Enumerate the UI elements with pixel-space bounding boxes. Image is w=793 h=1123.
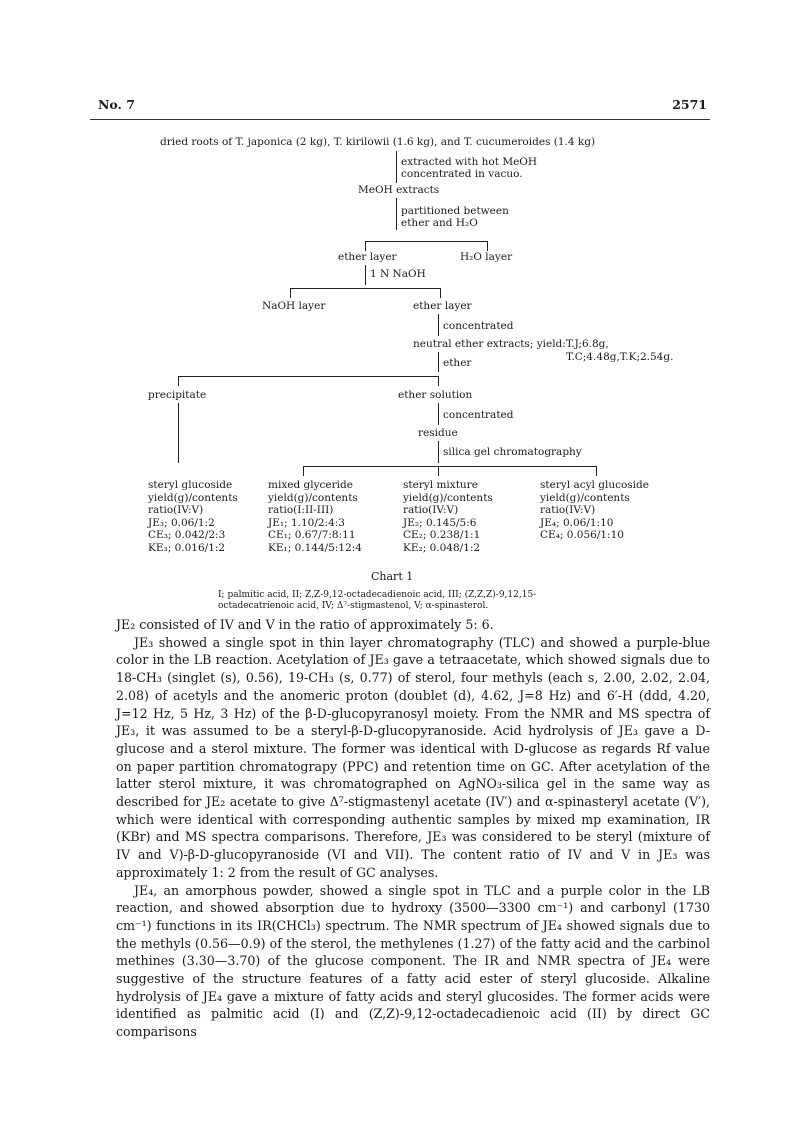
col-line: CE₃; 0.042/2:3 [148,529,226,541]
scheme-line [290,288,440,289]
scheme-step1a: extracted with hot MeOH [401,156,538,168]
scheme-concentrated-1: concentrated [443,320,514,332]
scheme-line [290,288,291,298]
scheme-line [365,241,487,242]
col-line: KE₃; 0.016/1:2 [148,541,226,554]
scheme-step2a: partitioned between [401,205,509,217]
scheme-neutral: neutral ether extracts; yield:T.J;6.8g, [413,338,609,350]
col-line: yield(g)/contents [540,491,630,504]
column-steryl-mixture [403,479,493,554]
col-line: ratio(IV:V) [540,504,596,516]
col-line: steryl mixture [403,479,478,491]
scheme-h2o-layer: H₂O layer [460,251,513,263]
col-line: yield(g)/contents [268,491,358,504]
scheme-ether-solution: ether solution [398,389,473,401]
col-line: CE₄; 0.056/1:10 [540,529,624,541]
scheme-line [396,151,397,183]
scheme-line [365,241,366,251]
chart-footnote: I; palmitic acid, II; Z,Z-9,12-octadecadienoic acid, III; (Z,Z,Z)-9,12,15-octadecatrienoic acid, IV; Δ⁷-stigmastenol, V; α-spinasterol. [218,590,537,611]
scheme-line [438,466,439,476]
scheme-line [178,376,438,377]
col-line: CE₂; 0.238/1:1 [403,529,481,541]
col-line: KE₂; 0.048/1:2 [403,541,481,554]
chart-caption: Chart 1 [371,570,414,583]
col-line: steryl acyl glucoside [540,479,649,491]
scheme-residue: residue [418,427,458,439]
scheme-line [178,403,179,463]
scheme-line [438,376,439,386]
col-line: yield(g)/contents [148,491,238,504]
column-steryl-acyl-glucoside [540,479,649,542]
scheme-line [303,466,596,467]
col-line: mixed glyceride [268,479,353,491]
col-line: JE₁; 1.10/2:4:3 [268,516,345,529]
scheme-ether-layer: ether layer [338,251,397,263]
scheme-line [440,288,441,298]
body-text [116,616,710,1041]
scheme-line [438,314,439,336]
paragraph: JE₃ showed a single spot in thin layer chromatography (TLC) and showed a purple-blue color in the LB reaction. Acetylation of JE₃ gave a tetraacetate, which showed signals due to 18-CH₃ (singlet (s), 0.56), 19-CH₃ (s, 0.77) of sterol, four methyls (each s, 2.00, 2.02, 2.04, 2.08) of acetyls and the anomeric proton (doublet (d), 4.62, J=8 Hz) and 6′-H (ddd, 4.20, J=12 Hz, 5 Hz, 3 Hz) of the β-D-glucopyranosyl moiety. From the NMR and MS spectra of JE₃, it was assumed to be a steryl-β-D-glucopyranoside. Acid hydrolysis of JE₃ gave a D-glucose and a sterol mixture. The former was identical with D-glucose as regards Rf value on paper partition chromatograpy (PPC) and retention time on GC. After acetylation of the latter sterol mixture, it was chromatographed on AgNO₃-silica gel in the same way as described for JE₂ acetate to give Δ⁷-stigmastenyl acetate (IV′) and α-spinasteryl acetate (V′), which were identical with corresponding authentic samples by mixed mp examination, IR (KBr) and MS spectra comparisons. Therefore, JE₃ was considered to be steryl (mixture of IV and V)-β-D-glucopyranoside (VI and VII). The content ratio of IV and V in JE₃ was approximately 1: 2 from the result of GC analyses. [116,634,710,880]
col-line: yield(g)/contents [403,491,493,504]
scheme-line [396,198,397,230]
scheme-line [596,466,597,476]
scheme-naoh-layer: NaOH layer [262,300,326,312]
scheme-line [365,265,366,285]
scheme-top: dried roots of T. japonica (2 kg), T. kirilowii (1.6 kg), and T. cucumeroides (1.4 kg) [160,136,596,148]
paragraph: JE₄, an amorphous powder, showed a single spot in TLC and a purple color in the LB reaction, and showed absorption due to hydroxy (3500—3300 cm⁻¹) and carbonyl (1730 cm⁻¹) functions in its IR(CHCl₃) spectrum. The NMR spectrum of JE₄ showed signals due to the methyls (0.56—0.9) of the sterol, the methylenes (1.27) of the fatty acid and the carbinol methines (3.30—3.70) of the glucose component. The IR and NMR spectra of JE₄ were suggestive of the structure features of a fatty acid ester of steryl glucoside. Alkaline hydrolysis of JE₄ gave a mixture of fatty acids and steryl glucosides. The former acids were identified as palmitic acid (I) and (Z,Z)-9,12-octadecadienoic acid (II) by direct GC comparisons [116,882,710,1040]
scheme-step2b: ether and H₂O [401,217,478,229]
scheme-naoh-step: 1 N NaOH [370,268,426,280]
col-line: ratio(IV:V) [148,504,204,516]
scheme-precipitate: precipitate [148,389,207,401]
scheme-ether-step: ether [443,357,472,369]
scheme-line [178,376,179,386]
col-line: CE₁; 0.67/7:8:11 [268,529,356,541]
col-line: ratio(I:II-III) [268,504,334,516]
scheme-line [438,352,439,372]
col-line: JE₄; 0.06/1:10 [540,516,614,529]
col-line: JE₂; 0.145/5:6 [403,516,477,529]
page-number: 2571 [672,97,707,112]
scheme-line [487,241,488,251]
scheme-line [438,441,439,463]
journal-number: No. 7 [98,97,135,112]
scheme-neutral-2: T.C;4.48g,T.K;2.54g. [566,351,674,363]
scheme-concentrated-2: concentrated [443,409,514,421]
scheme-line [303,466,304,476]
col-line: JE₃; 0.06/1:2 [148,516,215,529]
paragraph: JE₂ consisted of IV and V in the ratio of approximately 5: 6. [116,617,494,632]
scheme-step1b: concentrated in vacuo. [401,168,523,180]
column-mixed-glyceride [268,479,362,554]
col-line: steryl glucoside [148,479,233,491]
scheme-line [438,403,439,425]
scheme-silica: silica gel chromatography [443,446,582,458]
column-steryl-glucoside [148,479,238,554]
scheme-ether-layer-2: ether layer [413,300,472,312]
col-line: ratio(IV:V) [403,504,459,516]
scheme-meoh: MeOH extracts [358,184,440,196]
col-line: KE₁; 0.144/5:12:4 [268,541,362,554]
